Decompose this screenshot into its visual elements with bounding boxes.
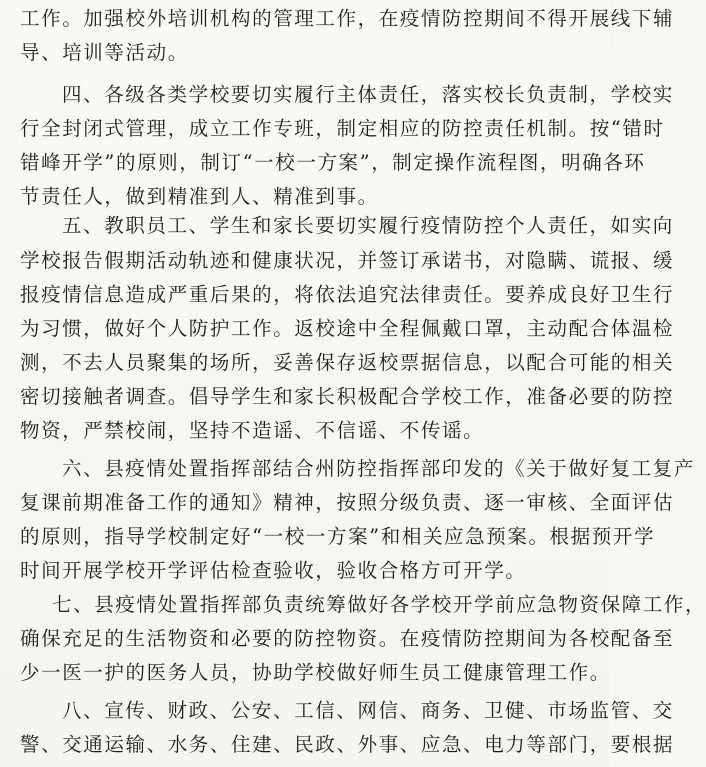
text-line: 复课前期准备工作的通知》精神，按照分级负责、逐一审核、全面评估 xyxy=(20,491,675,514)
text-line: 五、教职员工、学生和家长要切实履行疫情防控个人责任，如实向 xyxy=(62,214,674,237)
text-line: 四、各级各类学校要切实履行主体责任，落实校长负责制，学校实 xyxy=(62,83,674,106)
text-line: 为习惯，做好个人防护工作。返校途中全程佩戴口罩，主动配合体温检 xyxy=(20,317,675,340)
text-line: 行全封闭式管理，成立工作专班，制定相应的防控责任机制。按“错时 xyxy=(20,117,665,140)
text-line: 六、县疫情处置指挥部结合州防控指挥部印发的《关于做好复工复产 xyxy=(62,457,696,480)
text-line: 报疫情信息造成严重后果的，将依法追究法律责任。要养成良好卫生行 xyxy=(20,283,675,306)
text-line: 确保充足的生活物资和必要的防控物资。在疫情防控期间为各校配备至 xyxy=(20,627,675,650)
text-line: 测，不去人员聚集的场所，妥善保存返校票据信息，以配合可能的相关 xyxy=(20,351,675,374)
text-line: 节责任人，做到精准到人、精准到事。 xyxy=(20,185,379,208)
text-line: 学校报告假期活动轨迹和健康状况，并签订承诺书，对隐瞒、谎报、缓 xyxy=(20,249,675,272)
text-line: 物资，严禁校闹，坚持不造谣、不信谣、不传谣。 xyxy=(20,419,485,442)
text-line: 错峰开学”的原则，制订“一校一方案”，制定操作流程图，明确各环 xyxy=(20,151,646,174)
text-line: 时间开展学校开学评估检查验收，验收合格方可开学。 xyxy=(20,559,527,582)
text-line: 导、培训等活动。 xyxy=(20,41,189,64)
text-line: 八、宣传、财政、公安、工信、网信、商务、卫健、市场监管、交 xyxy=(62,699,674,722)
text-line: 密切接触者调查。倡导学生和家长积极配合学校工作，准备必要的防控 xyxy=(20,385,675,408)
text-line: 七、县疫情处置指挥部负责统筹做好各学校开学前应急物资保障工作， xyxy=(52,593,706,616)
text-line: 工作。加强校外培训机构的管理工作，在疫情防控期间不得开展线下辅 xyxy=(20,7,675,30)
text-line: 少一医一护的医务人员，协助学校做好师生员工健康管理工作。 xyxy=(20,661,611,684)
text-line: 警、交通运输、水务、住建、民政、外事、应急、电力等部门，要根据 xyxy=(20,733,675,756)
text-line: 的原则，指导学校制定好“一校一方案”和相关应急预案。根据预开学 xyxy=(20,525,656,548)
